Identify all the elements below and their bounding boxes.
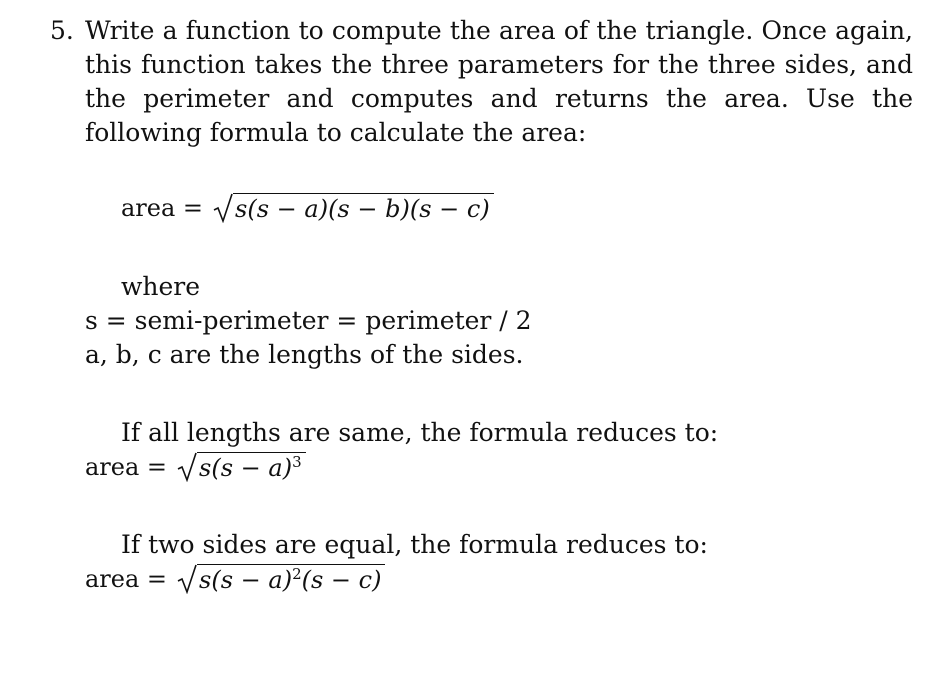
formula-two-equal-radicand-a: s(s − a) <box>199 566 293 594</box>
formula-all-equal-lhs: area = <box>85 453 168 481</box>
s-definition: s = semi-perimeter = perimeter / 2 <box>85 306 532 335</box>
where-label: where <box>121 272 201 301</box>
sqrt-symbol <box>177 452 306 482</box>
formula-all-equal <box>85 452 306 482</box>
formula-two-equal-radicand-b: (s − c) <box>301 566 382 594</box>
abc-definition: a, b, c are the lengths of the sides. <box>85 340 524 369</box>
formula-general-lhs: area = <box>121 194 204 222</box>
formula-all-equal-radicand: s(s − a) <box>199 454 293 482</box>
radical-sign-icon <box>177 564 197 594</box>
case-two-equal-text: If two sides are equal, the formula reduces to: <box>121 530 708 559</box>
sqrt-symbol <box>213 193 494 223</box>
sqrt-symbol <box>177 564 385 594</box>
exponent: 2 <box>292 565 302 583</box>
formula-two-equal <box>85 564 385 594</box>
formula-general <box>121 193 494 223</box>
radical-sign-icon <box>177 452 197 482</box>
exponent: 3 <box>292 453 302 471</box>
case-all-equal-text: If all lengths are same, the formula reduces to: <box>121 418 719 447</box>
formula-two-equal-lhs: area = <box>85 565 168 593</box>
question-number: 5. <box>50 16 74 45</box>
formula-general-radicand: s(s − a)(s − b)(s − c) <box>233 193 494 223</box>
question-intro: Write a function to compute the area of the triangle. Once again, this function takes the three parameters for the three sides, and the perimeter and computes and returns the area. Use the following formula to calculate the area: <box>85 16 913 147</box>
radical-sign-icon <box>213 193 233 223</box>
